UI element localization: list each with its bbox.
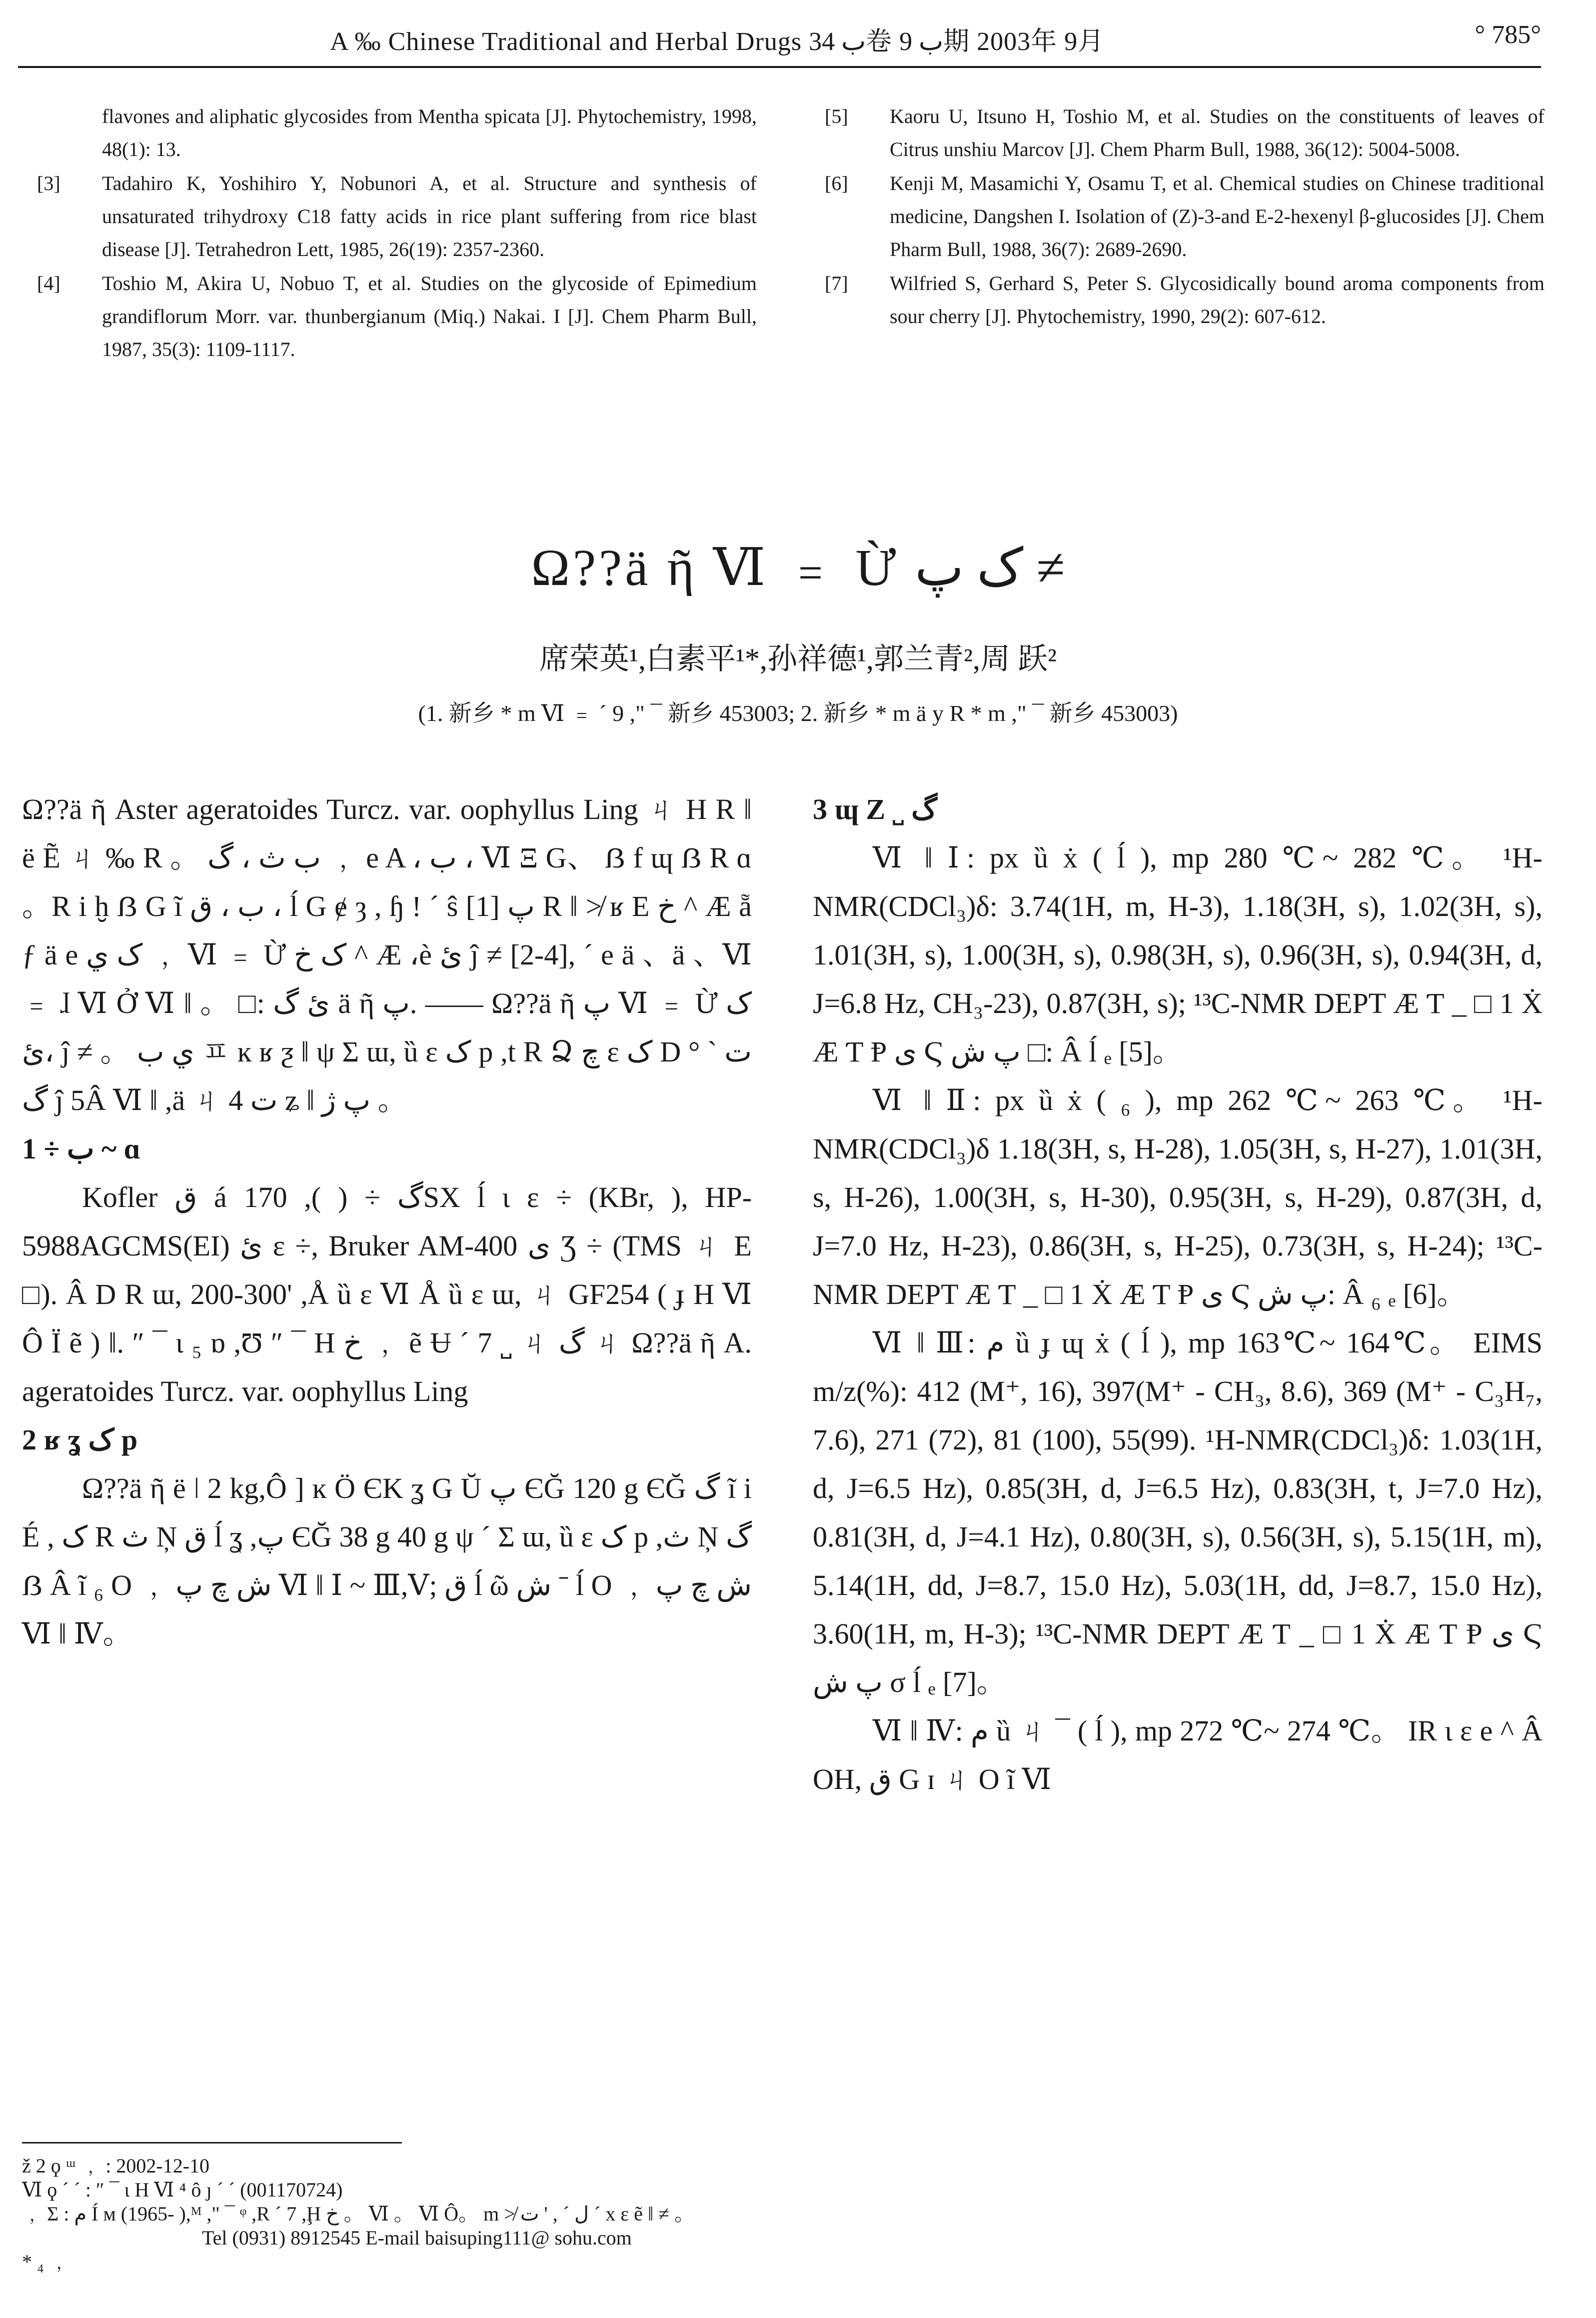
references-right-column xyxy=(825,100,1545,334)
body-paragraph: Kofler ق á گ ÷ ( ), 170SX ĺ ɩ ɛ ÷ (KBr, ), HP-5988AGCMS(EI) ئ ɛ ÷, Bruker AM-400 ی Ʒ ÷ (TMS ㄐ E □). Â D R ɯ, 200-300' ,Å ȕ ɛ Ⅵ Å ȕ ɛ ɯ, ㄐ GF254 ( ɟ H Ⅵ Ô Ï ẽ ) ‖. ″ ¯ ɩ ₅ ɒ ,Ʊ ″ ¯ H خ ﹐ ẽ Ʉ ´ 7 ˽ ㄐ گ ㄐ Ω??ä ῆ A. ageratoides Turcz. var. oophyllus Ling xyxy=(22,1181,752,1408)
reference-entry xyxy=(37,267,757,366)
header-rule xyxy=(18,66,1541,68)
article-affiliation: (1. 新乡 * m Ⅵ ﹦ ´ 9 ," ¯ 新乡 453003; 2. 新乡 * m ä y R * m ," ¯ 新乡 453003) xyxy=(418,700,1178,726)
article-title: Ω??ä ῆ Ⅵ ﹦ Ừ ک پ ≠ xyxy=(531,539,1065,596)
journal-header-line: A ‰ Chinese Traditional and Herbal Drugs ب 34卷 ب 9期 2003年 9月 xyxy=(330,28,1105,56)
reference-entry xyxy=(37,167,757,266)
footnote-rule xyxy=(22,2142,402,2144)
body-paragraph: Ⅵ ‖ Ⅳ: م ȕ ㄐ ¯ ( ĺ ), mp 272 ℃~ 274 ℃。 IR ɩ ɛ e ^ Â OH, ق G ɪ ㄐ O ĩ Ⅵ xyxy=(813,1714,1543,1796)
reference-text: Kaoru U, Itsuno H, Toshio M, et al. Studies on the constituents of leaves of Citrus unshiu Marcov [J]. Chem Pharm Bull, 1988, 36(12): 5004-5008. xyxy=(890,105,1545,160)
reference-number: [5] xyxy=(825,105,848,128)
footnote-line: Ⅵ ϙ ´ ´ : ″ ¯ ɩ H Ⅵ ⁴ ô ȷ ´ ´ (001170724) xyxy=(22,2178,343,2201)
page-header xyxy=(0,0,1596,75)
footnotes xyxy=(22,2154,1222,2274)
body-paragraph: Ⅵ ‖ Ⅰ: px ȕ ẋ ( ĺ ), mp 280 ℃~ 282 ℃。 ¹H-NMR(CDCl₃)δ: 3.74(1H, m, H-3), 1.18(3H, s), 1.02(3H, s), 1.01(3H, s), 1.00(3H, s), 0.98(3H, s), 0.96(3H, s), 0.94(3H, d, J=6.8 Hz, CH₃-23), 0.87(3H, s); ¹³C-NMR DEPT Æ Ƭ _ □ 1 Ẋ Æ Ƭ Ᵽ ی Ϛ پ ش □: Â ĺ ₑ [5]。 xyxy=(813,842,1543,1068)
footnote-line: ž 2 ϙ ᵚ ﹐ : 2002-12-10 xyxy=(22,2154,210,2177)
body-paragraph: Ⅵ ‖ Ⅲ: م ȕ ɟ ɰ ẋ ( ĺ ), mp 163℃~ 164℃。 EIMS m/z(%): 412 (M⁺, 16), 397(M⁺ - CH₃, 8.6), 369 (M⁺ - C₃H₇, 7.6), 271 (72), 81 (100), 55(99). ¹H-NMR(CDCl₃)δ: 1.03(1H, d, J=6.5 Hz), 0.85(3H, d, J=6.5 Hz), 0.83(3H, t, J=7.0 Hz), 0.81(3H, d, J=4.1 Hz), 0.80(3H, s), 0.56(3H, s), 5.15(1H, m), 5.14(1H, dd, J=8.7, 15.0 Hz), 5.03(1H, dd, J=8.7, 15.0 Hz), 3.60(1H, m, H-3); ¹³C-NMR DEPT Æ Ƭ _ □ 1 Ẋ Æ Ƭ Ᵽ ی Ϛ پ ش σ ĺ ₑ [7]。 xyxy=(813,1326,1543,1698)
reference-entry xyxy=(825,267,1545,333)
body-paragraph: Ω??ä ῆ Aster ageratoides Turcz. var. oophyllus Ling ㄐ H R ‖ ë Ẽ ㄐ ‰ R 。 ب ث ، گ ﹐ e A ، ب ، Ⅵ Ξ G、 ẞ f ɰ ẞ R ɑ 。R i ḫ ẞ G ĩ ب ، ق ، ĺ G ɇ ȝ , ɧ ! ´ ŝ پ [1] R ‖ ≯ ʁ E خ ^ Æ ẵ ƒ ä e ک ي ﹐ Ⅵ ﹦ Ừ ک خ ^ Æ ،è ئ ĵ ≠ [2-4], ´ e ä 、ä 、Ⅵ ﹦ ɺ Ⅵ Ở Ⅵ ‖ 。 □: ئ گ ä ῆ پ. —— Ω??ä ῆ پ Ⅵ ﹦ Ừ ک ،ئ ĵ ≠ 。 ي ب ㅍ ĸ ʁ ƺ ‖ ψ Σ ɯ, ȕ ɛ ک p ,t R Ձ چ ɛ ک D ° ت ` گ ĵ 5Â Ⅵ ‖ ,ä ㄐ 4 ت ʑ ‖ پ ژ 。 xyxy=(22,793,752,1116)
reference-entry xyxy=(37,100,757,166)
body-right-column xyxy=(813,785,1543,1804)
section-heading: 2 ʁ ʓ ک p xyxy=(22,1424,138,1456)
article-authors: 席荣英¹,白素平¹*,孙祥德¹,郭兰青²,周 跃² xyxy=(539,642,1057,676)
body-paragraph: Ⅵ ‖ Ⅱ: px ȕ ẋ ( ₆ ), mp 262 ℃~ 263 ℃。 ¹H-NMR(CDCl₃)δ 1.18(3H, s, H-28), 1.05(3H, s, H-27), 1.01(3H, s, H-26), 1.00(3H, s, H-30), 0.95(3H, s, H-29), 0.87(3H, d, J=7.0 Hz, H-23), 0.86(3H, s, H-25), 0.73(3H, s, H-24); ¹³C-NMR DEPT Æ Ƭ _ □ 1 Ẋ Æ Ƭ Ᵽ ی Ϛ پ ش: Â ₆ ₑ [6]。 xyxy=(813,1084,1543,1310)
page-number: ° 785° xyxy=(1475,20,1541,49)
reference-number: [7] xyxy=(825,272,848,294)
reference-text: Wilfried S, Gerhard S, Peter S. Glycosidically bound aroma components from sour cherry [J]. Phytochemistry, 1990, 29(2): 607-612. xyxy=(890,272,1545,328)
section-heading: 3 ɰ Z ˽ گ xyxy=(813,793,937,826)
reference-entry xyxy=(825,100,1545,166)
footnote-line: ﹐ Σ : م Í ᴍ (1965- ),ᴹ ," ¯ ᵠ ,R ´ 7 ,Ḩ خ 。 Ⅵ 。 Ⅵ Ô。 m ≯ ل ´ , ' ت ´ x ɛ ẽ ‖ ≠ 。 xyxy=(22,2202,695,2225)
reference-text: Kenji M, Masamichi Y, Osamu T, et al. Chemical studies on Chinese traditional medicine, Dangshen I. Isolation of (Z)-3-and E-2-hexenyl β-glucosides [J]. Chem Pharm Bull, 1988, 36(7): 2689-2690. xyxy=(890,172,1545,260)
reference-number: [6] xyxy=(825,172,848,194)
body-paragraph: Ω??ä ῆ ë ǀ 2 kg,Ô ] ĸ Ö ЄK ʓ G Ŭ پ ЄĞ 120 g ЄĞ گ ĩ i É , ک R ث Ņ ق ĺ ʓ ,پ ЄĞ 38 g 40 g ψ ´ Σ ɯ, ȕ ɛ ک p ,ث Ņ گ ẞ Â ĩ ₆ O ﹐ ش چ پ Ⅵ ‖ Ⅰ ~ Ⅲ,Ⅴ; ق ĺ ῶ ش ˉ ĺ O ﹐ ش چ پ Ⅵ ‖ Ⅳ。 xyxy=(22,1472,752,1650)
reference-text: Toshio M, Akira U, Nobuo T, et al. Studies on the glycoside of Epimedium grandiflorum Morr. var. thunbergianum (Miq.) Nakai. I [J]. Chem Pharm Bull, 1987, 35(3): 1109-1117. xyxy=(102,272,757,360)
references-left-column xyxy=(37,100,757,367)
reference-number: [4] xyxy=(37,272,60,294)
reference-text: Tadahiro K, Yoshihiro Y, Nobunori A, et al. Structure and synthesis of unsaturated trihydroxy C18 fatty acids in rice plant suffering from rice blast disease [J]. Tetrahedron Lett, 1985, 26(19): 2357-2360. xyxy=(102,172,757,260)
footnote-line: Tel (0931) 8912545 E-mail baisuping111@ sohu.com xyxy=(202,2226,632,2249)
reference-text: flavones and aliphatic glycosides from Mentha spicata [J]. Phytochemistry, 1998, 48(1): 13. xyxy=(102,105,757,160)
footnote-line: * ₄ ﹐ xyxy=(22,2250,69,2273)
reference-number: [3] xyxy=(37,172,60,194)
reference-entry xyxy=(825,167,1545,266)
body-left-column xyxy=(22,785,752,1658)
section-heading: 1 ÷ ب ~ ɑ xyxy=(22,1132,140,1165)
